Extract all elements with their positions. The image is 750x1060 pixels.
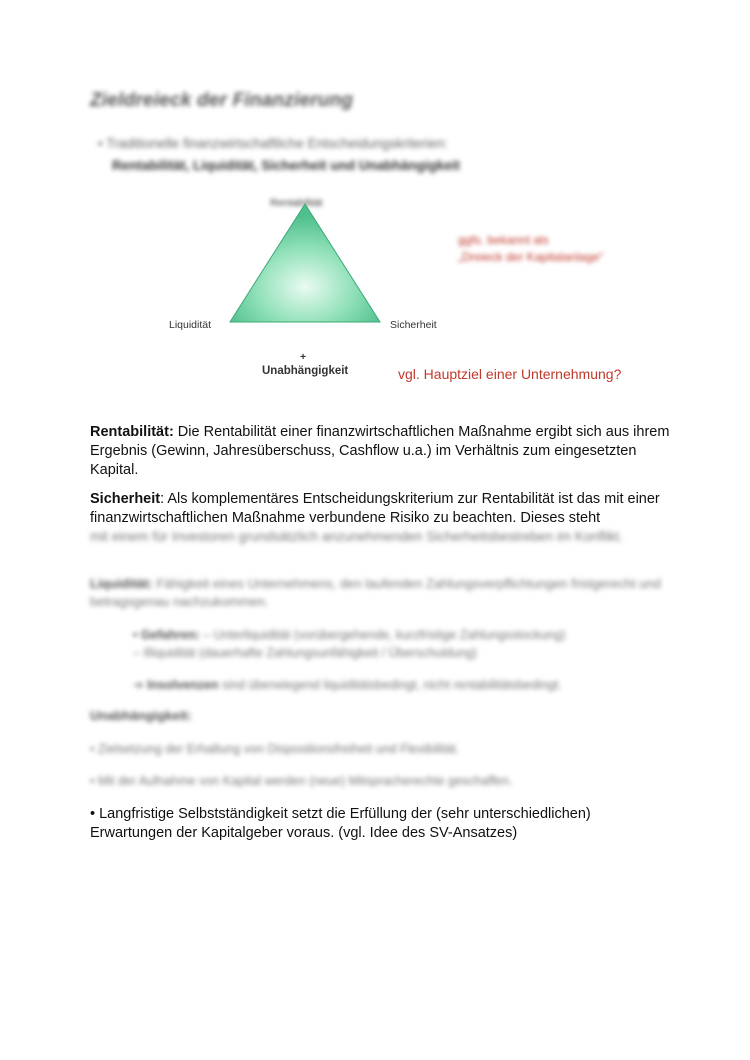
unabhaengigkeit-heading: Unabhängigkeit: — [90, 708, 192, 723]
sicherheit-paragraph — [90, 490, 670, 528]
gefahren-item-2: – Illiquidität (dauerhafte Zahlungsunfähigkeit / Überschuldung) — [133, 646, 477, 660]
intro-bullet: • Traditionelle finanzwirtschaftliche Entscheidungskriterien: — [98, 136, 448, 151]
rentabilitaet-paragraph — [90, 423, 670, 480]
insolvenzen-term: Insolvenzen — [146, 678, 219, 692]
sicherheit-blurred-continuation: mit einem für Investoren grundsätzlich anzunehmenden Sicherheitsbestreben im Konflikt. — [90, 529, 623, 544]
unabhaengigkeit-label: Unabhängigkeit — [262, 365, 349, 377]
gefahren-list — [133, 626, 673, 662]
intro-criteria: Rentabilität, Liquidität, Sicherheit und Unabhängigkeit — [112, 158, 461, 173]
liquiditaet-label: Liquidität — [169, 319, 212, 331]
insolvenzen-line — [133, 676, 673, 694]
liquiditaet-paragraph — [90, 575, 670, 611]
liquiditaet-term: Liquidität: — [90, 576, 153, 591]
arrow-icon: ➔ — [133, 678, 144, 692]
rentabilitaet-label: Rentabilität — [270, 197, 323, 209]
side-note — [458, 232, 603, 266]
liquiditaet-text: Fähigkeit eines Unternehmens, den laufenden Zahlungsverpflichtungen fristgerecht und betragsgenau nachzukommen. — [90, 576, 661, 609]
sicherheit-label: Sicherheit — [390, 319, 437, 331]
plus-sign: + — [300, 351, 307, 363]
unabhaengigkeit-bullet-2: • Mit der Aufnahme von Kapital werden (neue) Mitspracherechte geschaffen. — [90, 774, 513, 788]
insolvenzen-text: sind überwiegend liquiditätsbedingt, nicht rentabilitätsbedingt. — [218, 678, 562, 692]
rentabilitaet-text: Die Rentabilität einer finanzwirtschaftlichen Maßnahme ergibt sich aus ihrem Ergebnis (Gewinn, Jahresüberschuss, Cashflow u.a.) im Verhältnis zum eingesetzten Kapital. — [90, 424, 670, 478]
sicherheit-term: Sicherheit — [90, 491, 161, 507]
gefahren-term: • Gefahren: — [133, 628, 200, 642]
sicherheit-text: : Als komplementäres Entscheidungskriterium zur Rentabilität ist das mit einer finanzwirtschaftlichen Maßnahme verbundene Risiko zu beachten. Dieses steht — [90, 491, 660, 526]
unabhaengigkeit-bullet-3: • Langfristige Selbstständigkeit setzt die Erfüllung der (sehr unterschiedlichen) Erwartungen der Kapitalgeber voraus. (vgl. Idee des SV-Ansatzes) — [90, 806, 591, 841]
unabhaengigkeit-bullet-1: • Zielsetzung der Erhaltung von Dispositionsfreiheit und Flexibilität. — [90, 742, 460, 756]
side-note-line1: ggfs. bekannt als — [458, 233, 549, 247]
page-title: Zieldreieck der Finanzierung — [90, 90, 354, 111]
target-triangle — [222, 200, 388, 328]
side-note-line2: „Dreieck der Kapitalanlage“ — [458, 250, 604, 264]
rentabilitaet-term: Rentabilität: — [90, 424, 174, 440]
gefahren-item-1: – Unterliquidität (vorübergehende, kurzfristige Zahlungsstockung) — [199, 628, 566, 642]
main-goal-question: vgl. Hauptziel einer Unternehmung? — [398, 366, 622, 382]
